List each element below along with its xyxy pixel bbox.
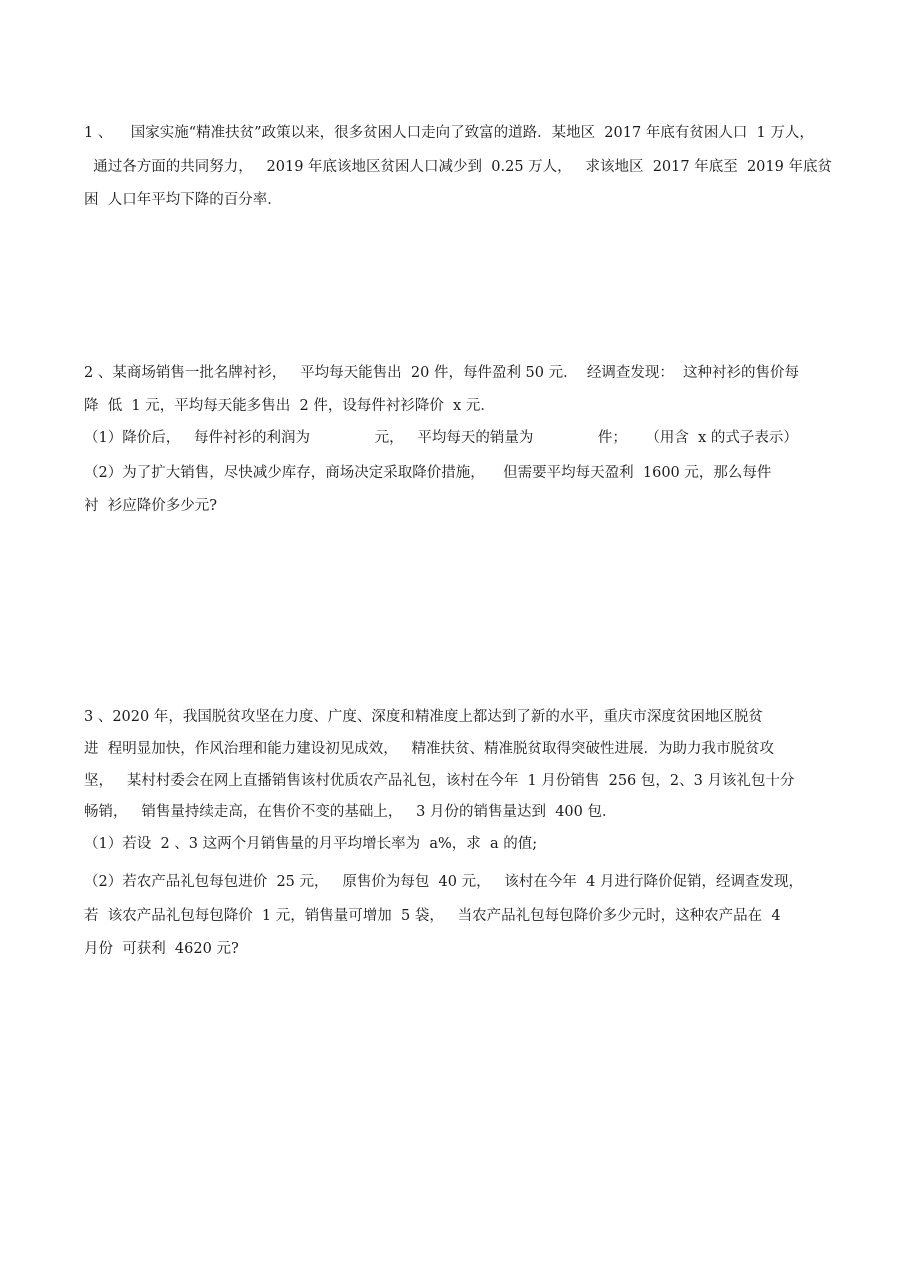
question-3-line-3: 坚， 某村村委会在网上直播销售该村优质农产品礼包，该村在今年 1 月份销售 256 包，2、3 月该礼包十分 — [84, 773, 795, 789]
question-3-line-2: 进 程明显加快，作风治理和能力建设初见成效， 精准扶贫、精准脱贫取得突破性进展．为助力我市脱贫攻 — [84, 741, 775, 757]
question-1-line-1: 1 、 国家实施“精准扶贫”政策以来，很多贫困人口走向了致富的道路．某地区 2017 年底有贫困人口 1 万人， — [84, 125, 814, 141]
question-2-part-2-line-2: 衬 衫应降价多少元? — [84, 498, 217, 514]
question-3-part-1: （1）若设 2 、3 这两个月销售量的月平均增长率为 a%，求 a 的值; — [84, 836, 538, 852]
question-1-line-3: 困 人口年平均下降的百分率． — [84, 192, 282, 208]
question-2-part-2-line-1: （2）为了扩大销售，尽快减少库存，商场决定采取降价措施， 但需要平均每天盈利 1600 元，那么每件 — [84, 465, 772, 481]
question-3-line-1: 3 、2020 年，我国脱贫攻坚在力度、广度、深度和精准度上都达到了新的水平，重庆市深度贫困地区脱贫 — [84, 709, 763, 725]
question-3-part-2-line-1: （2）若农产品礼包每包进价 25 元， 原售价为每包 40 元， 该村在今年 4 月进行降价促销，经调查发现， — [84, 874, 803, 890]
question-3-part-2-line-3: 月份 可获利 4620 元? — [84, 941, 239, 957]
question-3-line-4: 畅销， 销售量持续走高，在售价不变的基础上， 3 月份的销售量达到 400 包． — [84, 804, 617, 820]
question-2-line-1: 2 、某商场销售一批名牌衬衫， 平均每天能售出 20 件，每件盈利 50 元． 经调查发现： 这种衬衫的售价每 — [84, 365, 800, 381]
question-2-part-1: （1）降价后， 每件衬衫的利润为 元， 平均每天的销量为 件； （用含 x 的式子表示） — [84, 430, 798, 446]
question-3-part-2-line-2: 若 该农产品礼包每包降价 1 元，销售量可增加 5 袋， 当农产品礼包每包降价多少元时，这种农产品在 4 — [84, 908, 781, 924]
question-2-line-2: 降 低 1 元，平均每天能多售出 2 件，设每件衬衫降价 x 元． — [84, 398, 495, 414]
question-1-line-2: 通过各方面的共同努力， 2019 年底该地区贫困人口减少到 0.25 万人， 求该地区 2017 年底至 2019 年底贫 — [84, 159, 832, 175]
